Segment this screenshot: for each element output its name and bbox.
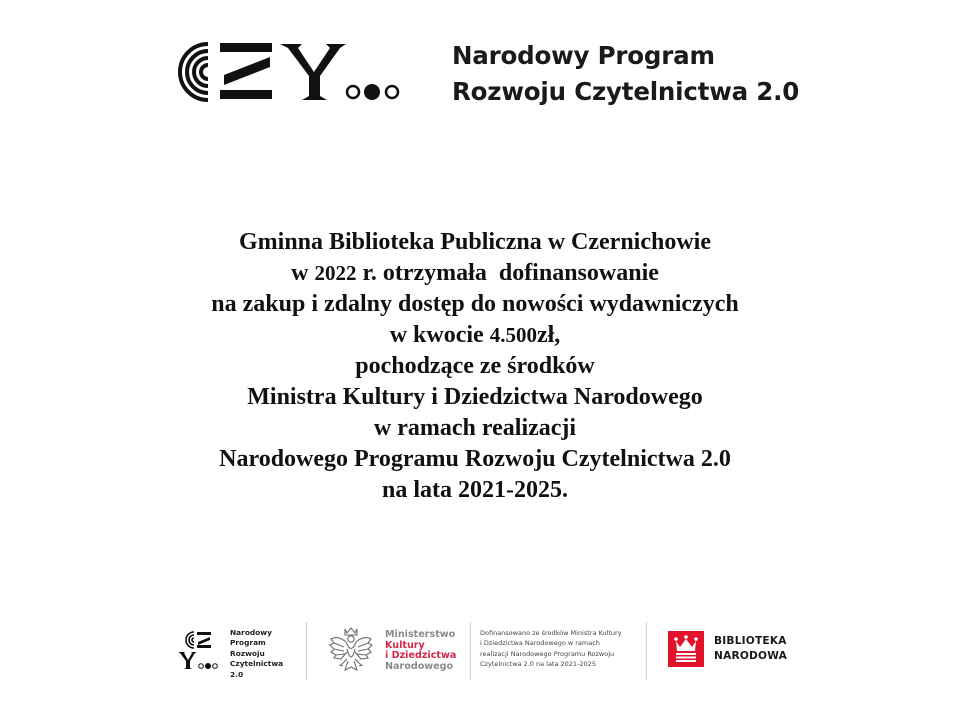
announcement-line-5: pochodzące ze środków <box>355 353 595 379</box>
cofunding-line-3: realizacji Narodowego Programu Rozwoju <box>480 649 615 658</box>
announcement-line-9: na lata 2021-2025. <box>382 477 568 503</box>
program-name-line-1: Narodowy Program <box>452 41 715 70</box>
cofunding-line-1: Dofinansowano ze środków Ministra Kultury <box>480 629 622 637</box>
czy-reading-logo-small-icon <box>176 630 222 672</box>
program-logo-header <box>150 38 830 108</box>
cofunding-line-4: Czytelnictwa 2.0 na lata 2021-2025 <box>480 660 596 669</box>
announcement-line-4 <box>60 320 890 351</box>
library-line-1: BIBLIOTEKA <box>714 635 787 647</box>
ministry-line-1: Ministerstwo <box>385 629 456 640</box>
ministry-line-4: Narodowego <box>385 660 454 672</box>
line-4-prefix: w kwocie <box>389 322 490 348</box>
footer-program-line-3: Rozwoju <box>230 648 265 658</box>
cofunding-note <box>480 628 622 670</box>
footer-divider-1 <box>306 622 307 680</box>
czy-reading-logo-icon <box>150 38 420 104</box>
ministry-logo-text <box>385 630 456 672</box>
footer-divider-3 <box>646 622 647 680</box>
announcement-line-2 <box>60 258 890 289</box>
announcement-line-6: Ministra Kultury i Dziedzictwa Narodowego <box>247 384 703 410</box>
program-name <box>452 38 799 110</box>
footer-program-name <box>230 628 283 680</box>
footer-program-line-1: Narodowy <box>230 628 272 637</box>
line-2-prefix: w <box>291 260 315 286</box>
program-name-line-2: Rozwoju Czytelnictwa 2.0 <box>452 77 800 106</box>
footer-program-line-4: Czytelnictwa <box>230 659 284 669</box>
footer-program-line-5: 2.0 <box>230 669 244 679</box>
polish-eagle-emblem-icon <box>328 625 374 675</box>
ministry-line-3: i Dziedzictwa <box>385 650 457 662</box>
cofunding-line-2: i Dziedzictwa Narodowego w ramach <box>480 639 600 648</box>
announcement-line-7: w ramach realizacji <box>373 415 577 441</box>
line-4-suffix: zł, <box>536 322 561 348</box>
ministry-line-2: Kultury <box>385 639 425 651</box>
biblioteka-narodowa-text <box>714 634 787 663</box>
line-2-suffix: r. otrzymała dofinansowanie <box>356 260 659 286</box>
library-line-2: NARODOWA <box>714 649 788 662</box>
biblioteka-narodowa-crown-logo-icon <box>668 631 704 667</box>
announcement-line-1: Gminna Biblioteka Publiczna w Czernichowie <box>238 229 711 255</box>
grant-amount: 4.500 <box>489 323 537 347</box>
announcement-line-8: Narodowego Programu Rozwoju Czytelnictwa 2.0 <box>219 446 731 472</box>
announcement-line-3: na zakup i zdalny dostęp do nowości wydawniczych <box>211 291 739 317</box>
announcement-text <box>60 227 890 506</box>
footer-program-line-2: Program <box>230 638 266 648</box>
footer-divider-2 <box>470 622 471 680</box>
grant-year: 2022 <box>314 261 357 285</box>
